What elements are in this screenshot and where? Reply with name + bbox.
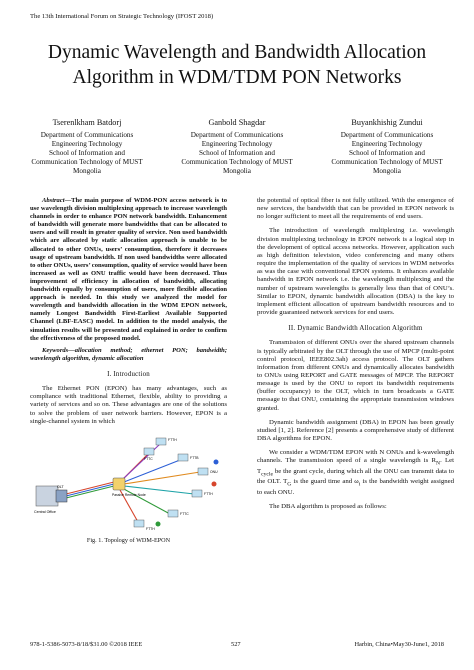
ftth-label: FTTH <box>168 437 177 442</box>
author-affiliation: Engineering Technology <box>51 140 123 148</box>
fiber-line <box>124 460 180 482</box>
conference-header: The 13th International Forum on Strategic Technology (IFOST 2018) <box>30 13 214 20</box>
subscript: i <box>358 481 361 488</box>
remote-node-icon <box>113 478 125 490</box>
author-affiliation: Communication Technology of MUST <box>181 158 293 166</box>
paragraph-wdm: The introduction of wavelength multiplexing i.e. wavelength division multiplexing technology in EPON network is a logical step in the development of optical access networks. However, application such as high definition television, video conferencing and many others require the implementation of the quality of services in WDM networks as was the case with conventional EPON systems. It enhances available bandwidth in EPON network i.e. the wavelength multiplexing and the number of upstream wavelengths is generally less than that of ONU’s. Similar to EPON, dynamic bandwidth allocation (DBA) is the key to implement efficient allocation of upstream bandwidth resources and to provide guaranteed network services for end users. <box>257 227 454 317</box>
fttc-label: FTTC <box>180 511 189 516</box>
central-office-icon <box>36 486 58 506</box>
user-device-icon <box>212 481 217 486</box>
paragraph-algorithm-intro: The DBA algorithm is proposed as follows: <box>269 503 387 511</box>
author-affiliation: Communication Technology of MUST <box>331 158 443 166</box>
central-office-label: Central Office <box>34 509 56 514</box>
author-affiliation: Department of Communications <box>340 131 434 139</box>
user-device-icon <box>156 521 161 526</box>
title-line-1: Dynamic Wavelength and Bandwidth Allocation <box>47 42 427 63</box>
author-affiliation: Engineering Technology <box>201 140 273 148</box>
author-2 <box>162 118 312 176</box>
author-3 <box>312 118 462 176</box>
topology-diagram <box>30 432 227 532</box>
model-text-2: . Let T <box>257 457 454 475</box>
ftth-label: FTTH <box>204 491 213 496</box>
olt-label: OLT <box>57 484 64 489</box>
onu-icon <box>144 448 154 455</box>
keywords-label: Keywords <box>42 346 69 354</box>
onu-icon <box>168 510 178 517</box>
author-block <box>12 118 462 176</box>
onu-icon <box>198 468 208 475</box>
subscript: N <box>436 460 441 467</box>
author-affiliation: Communication Technology of MUST <box>31 158 143 166</box>
paragraph-dba-studies: Dynamic bandwidth assignment (DBA) in EPON has been greatly studied [1, 2]. Reference [2] presents a comprehensive study of different DBA algorithms for EPON. <box>257 418 454 443</box>
paragraph-mpcp: Transmission of different ONUs over the shared upstream channels is typically arbitrated by the OLT through the use of MPCP (multi-point control protocol, IEEE802.3ah) access protocol. The OLT gathers information from different ONUs and dynamically allocates bandwidth to ONUs using REPORT and GATE messages of MPCP. The REPORT message is used by the ONU to report its bandwidth requirements (buffer occupancy) to the OLT, which in turn broadcasts a GATE message to that ONU, containing the appropriate transmission windows granted. <box>257 339 454 412</box>
author-name: Buyankhishig Zundui <box>351 118 423 127</box>
subscript: G <box>287 481 292 488</box>
onu-label: ONU <box>210 469 218 474</box>
continuation-paragraph: the potential of optical fiber is not fully utilized. With the emergence of new services, the bandwidth that can be provided in EPON network is no longer sufficient to meet all the requirements of end users. <box>257 197 454 221</box>
fiber-line <box>122 444 160 480</box>
abstract <box>30 197 227 343</box>
fiber-line <box>122 488 170 514</box>
author-country: Mongolia <box>223 167 251 175</box>
fiber-line <box>66 484 114 496</box>
ftth-label: FTTH <box>146 526 155 531</box>
user-device-icon <box>214 459 219 464</box>
model-text-5: is the bandwidth weight assigned to each ONU. <box>257 478 454 496</box>
left-column <box>30 197 227 542</box>
section-heading-introduction: I. Introduction <box>107 370 150 378</box>
remote-node-label: Passive Remote Node <box>112 492 146 497</box>
right-column <box>257 197 454 511</box>
abstract-text: —The main purpose of WDM-PON access network is to use wavelength division multiplexing approach to increase wavelength channels in order to enhance PON network bandwidth. Enhancement of bandwidth will generate more bandwidths that can be allocated to users and will result in greater quality of service. Non used bandwidth which are allocated by static allocation approach is unable to be allocated to other ONUs, users’ consumption, therefore it decreases usage of upstream bandwidth. If non used bandwidths were allocated to other ONUs, users’ consumption, quality of service would have been increased as well as ONU traffic would have been decreased. Thus improvement of efficiency in allocation of bandwidth, allocating bandwidth equally by consumption of users, more flexible allocation approach is needed. In this study we analyzed the model for wavelength and bandwidth allocation in the WDM EPON network, namely Longest Bandwidth First-Earliest Available Supported Channel (LBF-EASC) model. In addition to the model analysis, the simulation results will be presented and explained in order to confirm the effectiveness of the proposed model. <box>30 197 227 342</box>
author-name: Tserenlkham Batdorj <box>52 118 122 127</box>
author-name: Ganbold Shagdar <box>208 118 266 127</box>
author-affiliation: Engineering Technology <box>351 140 423 148</box>
fttb-label: FTTB <box>190 455 199 460</box>
footer-venue: Harbin, China•May30-June1, 2018 <box>354 641 444 648</box>
onu-icon <box>192 490 202 497</box>
keywords <box>30 347 227 363</box>
footer-copyright: 978-1-5386-5073-8/18/$31.00 ©2018 IEEE <box>30 641 143 648</box>
author-country: Mongolia <box>73 167 101 175</box>
paragraph-model <box>257 449 454 497</box>
author-affiliation: School of Information and <box>48 149 126 157</box>
subscript: cycle <box>261 471 273 478</box>
intro-paragraph: The Ethernet PON (EPON) has many advantages, such as compliance with traditional Ethernet, flexible, ability to providing a variety of services and so on. These advantages are one of the solutions to solve the problem of user network barriers. However, EPON is a single-channel system in which <box>30 385 227 425</box>
onu-icon <box>134 520 144 527</box>
model-text-1: We consider a WDM/TDM EPON with N ONUs and k-wavelength channels. The transmission speed of a single wavelength is R <box>257 449 454 465</box>
onu-icon <box>178 454 188 461</box>
onu-icon <box>156 438 166 445</box>
author-country: Mongolia <box>373 167 401 175</box>
figure-topology <box>30 432 227 542</box>
section-heading-dba: II. Dynamic Bandwidth Allocation Algorithm <box>288 325 423 333</box>
author-affiliation: Department of Communications <box>190 131 284 139</box>
author-affiliation: Department of Communications <box>40 131 134 139</box>
author-affiliation: School of Information and <box>348 149 426 157</box>
model-text-4: is the guard time and ω <box>291 478 359 486</box>
author-1 <box>12 118 162 176</box>
page-number: 527 <box>231 641 241 648</box>
keywords-text: —allocation method; ethernet PON; bandwidth; wavelength algorithm, dynamic allocation <box>30 346 227 362</box>
author-affiliation: School of Information and <box>198 149 276 157</box>
abstract-label: Abstract <box>42 197 65 204</box>
fttc-label: FTTC <box>144 456 153 461</box>
figure-caption: Fig. 1. Topology of WDM-EPON <box>86 536 171 544</box>
model-text-3: be the grant cycle, during which all the ONU can transmit data to the OLT. T <box>257 467 454 486</box>
paper-title <box>0 40 474 90</box>
title-line-2: Algorithm in WDM/TDM PON Networks <box>72 67 402 88</box>
olt-icon <box>56 490 67 502</box>
